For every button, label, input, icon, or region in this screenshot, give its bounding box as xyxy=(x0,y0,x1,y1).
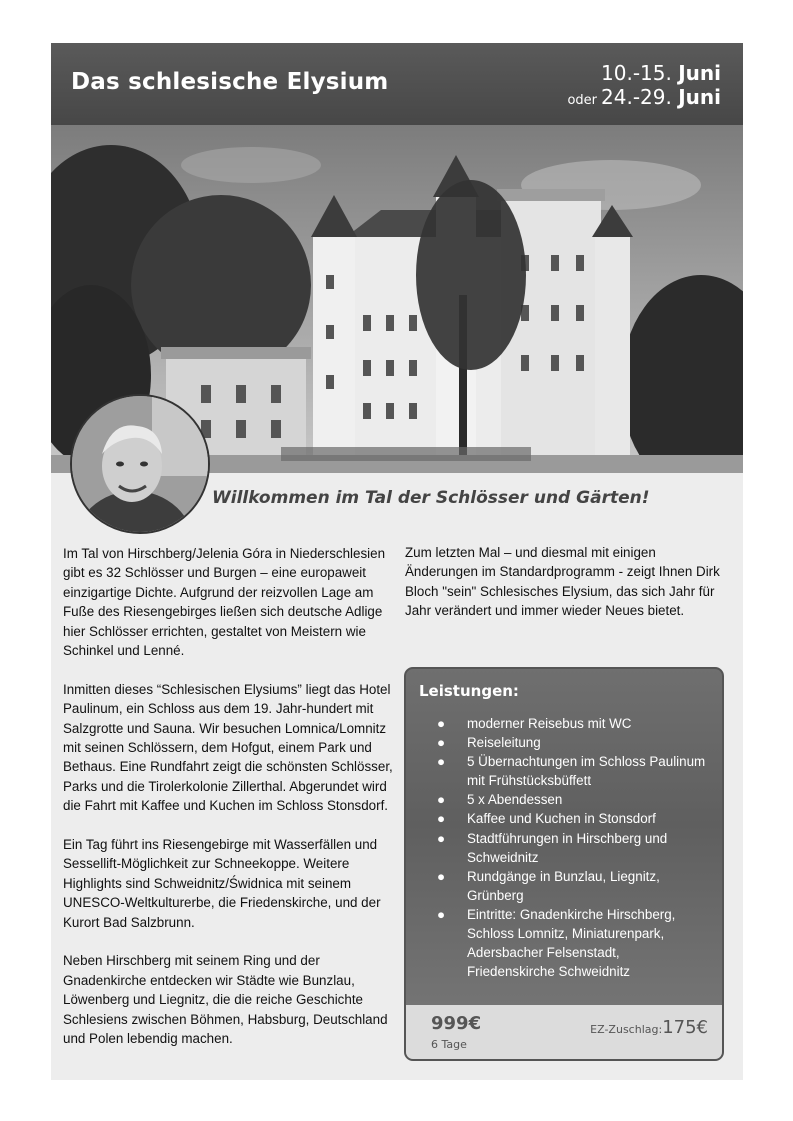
bullet-icon: ● xyxy=(437,830,446,846)
bullet-icon: ● xyxy=(437,716,446,731)
date2-month: Juni xyxy=(678,85,721,109)
list-item xyxy=(406,829,706,867)
list-item-text: 5 x Abendessen xyxy=(467,792,563,808)
bullet-icon: ● xyxy=(437,868,446,884)
guide-portrait xyxy=(70,394,210,534)
price-bar xyxy=(406,1005,722,1059)
paragraph: Ein Tag führt ins Riesengebirge mit Wasserfällen und Sessellift-Möglichkeit zur Schneekoppe. Weitere Highlights sind Schweidnitz/Świdnica mit seinem UNESCO-Weltkulturerbe, die Friedenskirche, und der Kurort Bad Salzbrunn. xyxy=(63,837,381,930)
bullet-icon: ● xyxy=(437,754,446,770)
welcome-heading: Willkommen im Tal der Schlösser und Gärten! xyxy=(212,488,650,508)
list-item-text: moderner Reisebus mit WC xyxy=(467,716,632,731)
trip-duration: 6 Tage xyxy=(431,1038,467,1051)
oder-label: oder xyxy=(567,93,598,108)
list-item xyxy=(406,867,706,905)
list-item-text: Reiseleitung xyxy=(467,735,541,751)
bullet-icon: ● xyxy=(437,735,446,751)
date2-days: 24.-29. xyxy=(601,85,672,109)
list-item-text: Kaffee und Kuchen in Stonsdorf xyxy=(467,811,656,827)
services-box xyxy=(404,667,724,1061)
intro-text-right xyxy=(405,543,723,640)
paragraph: Neben Hirschberg mit seinem Ring und der Gnadenkirche entdecken wir Städte wie Bunzlau, Löwenberg und Liegnitz, die die reiche Geschichte Schlesiens zwischen Böhmen, Habsburg, Deutschland und Polen lebendig machen. xyxy=(63,953,388,1047)
services-list xyxy=(406,714,706,981)
single-supplement xyxy=(590,1017,708,1038)
price-amount: 999€ xyxy=(431,1013,482,1034)
list-item-text: Stadtführungen in Hirschberg und Schweidnitz xyxy=(467,830,668,865)
list-item xyxy=(406,790,706,809)
header-bar xyxy=(51,43,743,126)
list-item xyxy=(406,809,706,828)
list-item xyxy=(406,752,706,790)
paragraph: Inmitten dieses “Schlesischen Elysiums” liegt das Hotel Paulinum, ein Schloss aus dem 19. Jahr-hundert mit Salzgrotte und Sauna. Wir besuchen Lomnica/Lomnitz mit seinen Schlössern, dem Hofgut, einem Park und Bethaus. Eine Rundfahrt zeigt die schönsten Schlösser, Parks und die Tirolerkolonie Zillerthal. Abgerundet wird die Fahrt mit Kaffee und Kuchen im Schloss Stonsdorf. xyxy=(63,681,393,814)
date1-days: 10.-15. xyxy=(601,61,672,85)
list-item xyxy=(406,733,706,752)
list-item-text: 5 Übernachtungen im Schloss Paulinum mit Frühstücksbüffett xyxy=(467,754,706,789)
paragraph: Zum letzten Mal – und diesmal mit einigen Änderungen im Standardprogramm - zeigt Ihnen Dirk Bloch "sein" Schlesisches Elysium, das sich Jahr für Jahr verändert und immer wieder Neues bietet. xyxy=(405,545,720,619)
travel-dates xyxy=(567,61,721,113)
paragraph: Im Tal von Hirschberg/Jelenia Góra in Niederschlesien gibt es 32 Schlösser und Burgen – eine europaweit einzigartige Dichte. Aufgrund der reizvollen Lage am Fuße des Riesengebirges ließen sich deutsche Adlige hier Schlösser errichten, gestaltet von Meistern wie Schinkel und Lenné. xyxy=(63,546,386,659)
list-item xyxy=(406,714,706,733)
single-supplement-value: 175€ xyxy=(662,1017,708,1038)
bullet-icon: ● xyxy=(437,811,446,827)
bullet-icon: ● xyxy=(437,792,446,808)
page-title: Das schlesische Elysium xyxy=(71,69,389,95)
intro-text-left xyxy=(63,544,393,1068)
list-item-text: Eintritte: Gnadenkirche Hirschberg, Schloss Lomnitz, Miniaturenpark, Adersbacher Felsenstadt, Friedenskirche Schweidnitz xyxy=(467,906,676,980)
list-item-text: Rundgänge in Bunzlau, Liegnitz, Grünberg xyxy=(467,868,660,903)
list-item xyxy=(406,905,706,981)
services-title: Leistungen: xyxy=(419,682,519,700)
date1-month: Juni xyxy=(678,61,721,85)
single-supplement-label: EZ-Zuschlag: xyxy=(590,1023,663,1036)
bullet-icon: ● xyxy=(437,906,446,922)
